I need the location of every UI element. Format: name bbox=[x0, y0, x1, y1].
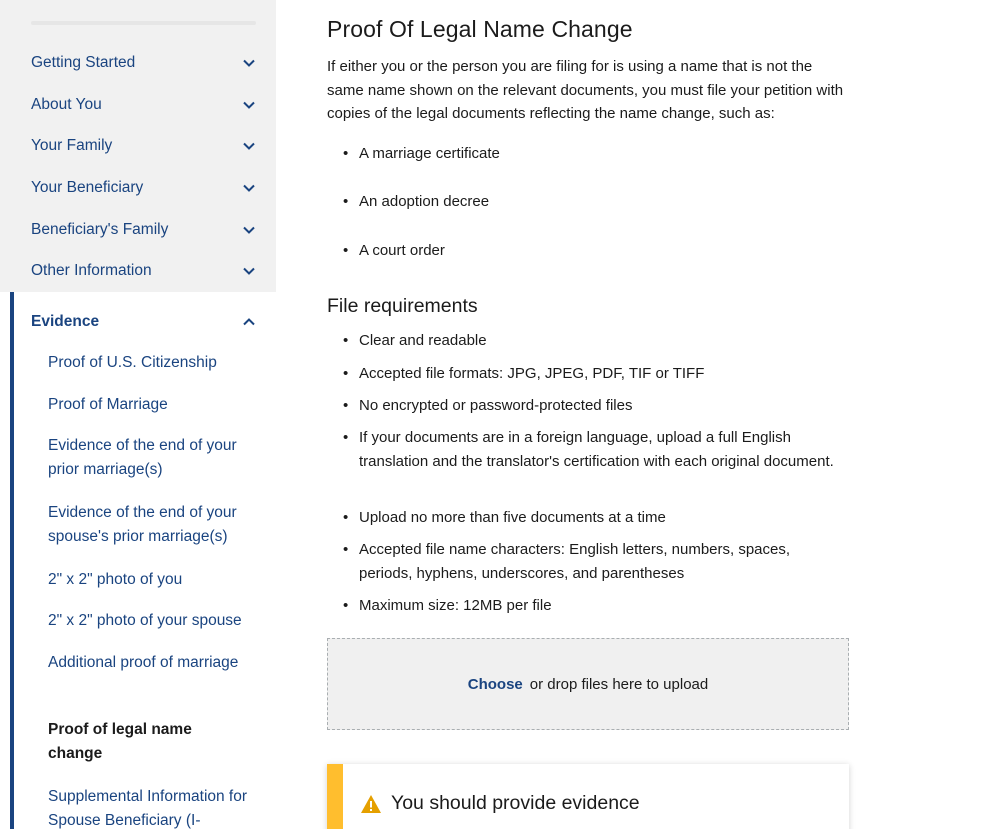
sidebar-item-label: Your Family bbox=[31, 137, 113, 154]
sidebar-divider bbox=[31, 21, 256, 25]
warning-icon bbox=[360, 794, 382, 814]
requirement-list-item: • If your documents are in a foreign language, upload a full English translation and the translator's certification with each original document. bbox=[343, 426, 843, 474]
requirement-list-item: • Accepted file name characters: English letters, numbers, spaces, periods, hyphens, underscores, and parentheses bbox=[343, 538, 843, 586]
intro-paragraph: If either you or the person you are filing for is using a name that is not the same name shown on the relevant documents, you must file your petition with copies of the legal documents reflecting the name change, such as: bbox=[327, 58, 844, 122]
requirement-list-item: • No encrypted or password-protected files bbox=[343, 394, 843, 418]
chevron-down-icon bbox=[242, 98, 256, 112]
sidebar-item-label: Your Beneficiary bbox=[31, 179, 144, 196]
file-upload-dropzone[interactable] bbox=[327, 638, 849, 730]
active-section-indicator bbox=[10, 292, 14, 829]
example-list-item: • A marriage certificate bbox=[343, 142, 500, 166]
sidebar-section-label: Evidence bbox=[31, 313, 100, 330]
file-requirements-heading: File requirements bbox=[327, 295, 478, 317]
chevron-down-icon bbox=[242, 139, 256, 153]
page-title: Proof Of Legal Name Change bbox=[327, 16, 633, 42]
sidebar-item-beneficiarys-family[interactable] bbox=[31, 218, 256, 242]
sidebar-item-label: Getting Started bbox=[31, 54, 136, 71]
warning-alert bbox=[327, 764, 849, 829]
sidebar-subitem-end-of-spouse-prior-marriage[interactable]: Evidence of the end of your spouse's prior marriage(s) bbox=[48, 504, 237, 545]
sidebar-item-other-information[interactable] bbox=[31, 259, 256, 283]
sidebar-subitem-additional-proof-of-marriage[interactable]: Additional proof of marriage bbox=[48, 654, 239, 671]
example-list-item: • An adoption decree bbox=[343, 190, 489, 214]
main-content bbox=[327, 0, 857, 829]
sidebar-item-evidence[interactable] bbox=[31, 310, 256, 334]
sidebar-item-label: Beneficiary's Family bbox=[31, 221, 169, 238]
sidebar-item-label: Other Information bbox=[31, 262, 152, 279]
sidebar-item-about-you[interactable] bbox=[31, 93, 256, 117]
sidebar-subitem-photo-of-you[interactable]: 2" x 2" photo of you bbox=[48, 571, 183, 588]
alert-heading: You should provide evidence bbox=[391, 792, 640, 814]
alert-heading-row bbox=[360, 792, 640, 815]
choose-file-link[interactable]: Choose bbox=[467, 675, 523, 693]
sidebar-subitem-photo-of-spouse[interactable]: 2" x 2" photo of your spouse bbox=[48, 612, 242, 629]
sidebar-item-your-beneficiary[interactable] bbox=[31, 176, 256, 200]
chevron-down-icon bbox=[242, 56, 256, 70]
requirement-list-item: • Upload no more than five documents at a time bbox=[343, 506, 843, 530]
requirement-list-item: • Maximum size: 12MB per file bbox=[343, 594, 843, 618]
chevron-down-icon bbox=[242, 264, 256, 278]
chevron-down-icon bbox=[242, 181, 256, 195]
sidebar-subitem-proof-of-marriage[interactable]: Proof of Marriage bbox=[48, 396, 168, 413]
sidebar-subitem-proof-of-legal-name-change[interactable]: Proof of legal name change bbox=[48, 721, 192, 762]
requirement-list-item: • Clear and readable bbox=[343, 329, 843, 353]
sidebar-item-getting-started[interactable] bbox=[31, 51, 256, 75]
drop-instructions: or drop files here to upload bbox=[529, 675, 709, 693]
sidebar-item-your-family[interactable] bbox=[31, 134, 256, 158]
sidebar-subitem-proof-of-citizenship[interactable]: Proof of U.S. Citizenship bbox=[48, 354, 217, 371]
sidebar-nav bbox=[0, 0, 276, 829]
sidebar-subitem-end-of-prior-marriage[interactable]: Evidence of the end of your prior marriage(s) bbox=[48, 437, 237, 478]
sidebar-subitem-supplemental-information[interactable]: Supplemental Information for Spouse Beneficiary (I- bbox=[48, 788, 248, 829]
requirement-list-item: • Accepted file formats: JPG, JPEG, PDF, TIF or TIFF bbox=[343, 362, 843, 386]
chevron-up-icon bbox=[242, 315, 256, 329]
sidebar-item-label: About You bbox=[31, 96, 102, 113]
example-list-item: • A court order bbox=[343, 239, 445, 263]
chevron-down-icon bbox=[242, 223, 256, 237]
